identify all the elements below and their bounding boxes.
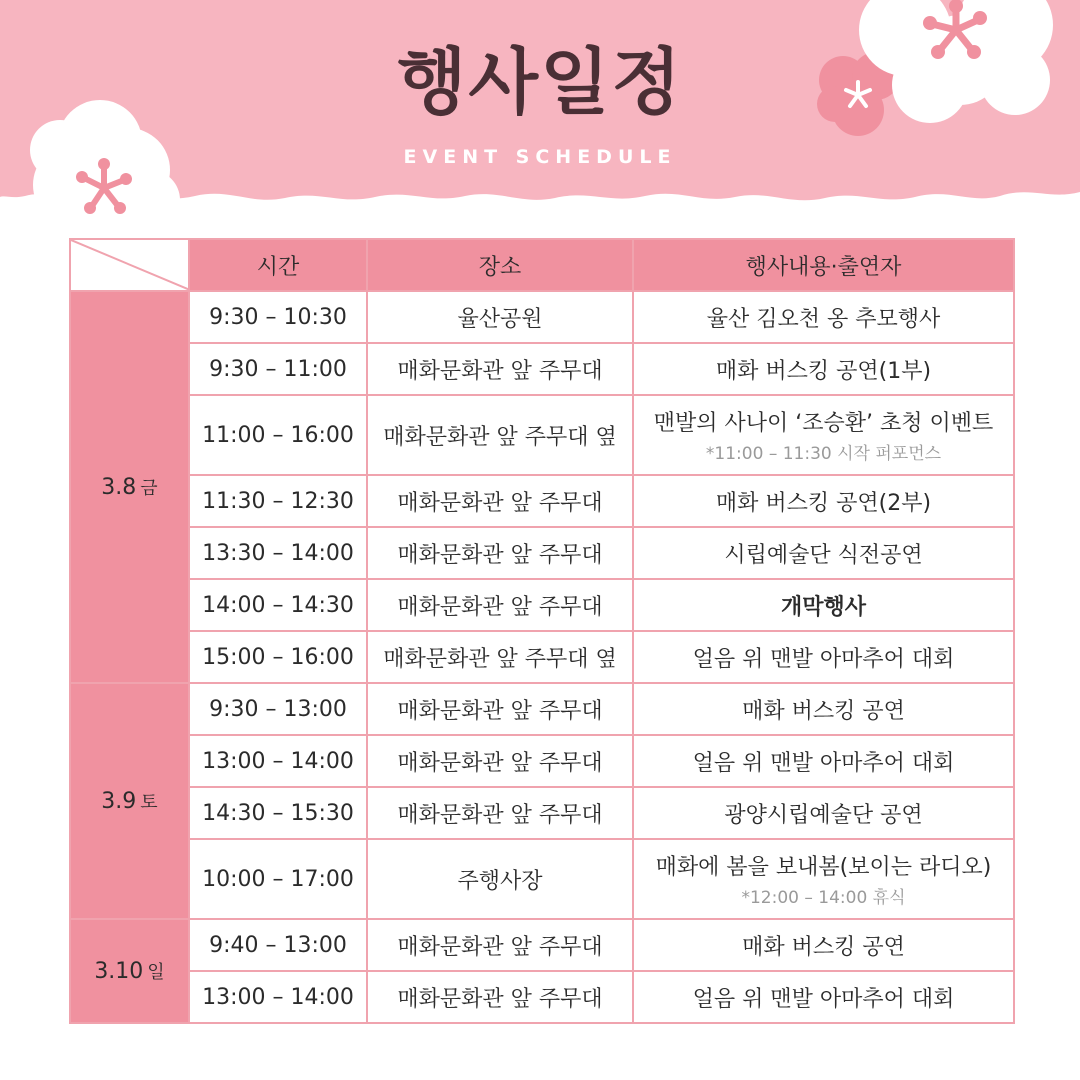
time-cell: 14:30 – 15:30 — [189, 787, 367, 839]
place-cell: 매화문화관 앞 주무대 — [367, 579, 633, 631]
detail-cell — [633, 395, 1014, 475]
detail-cell — [633, 971, 1014, 1023]
weekday-label: 일 — [147, 962, 165, 983]
table-row — [70, 683, 1014, 735]
place-cell: 매화문화관 앞 주무대 — [367, 683, 633, 735]
detail-note: *12:00 – 14:00 휴식 — [741, 888, 906, 908]
header-banner — [0, 0, 1080, 215]
table-row — [70, 631, 1014, 683]
column-header-place: 장소 — [367, 239, 633, 291]
time-cell: 11:30 – 12:30 — [189, 475, 367, 527]
date-label: 3.8 — [101, 475, 137, 500]
corner-cell — [70, 239, 189, 291]
time-cell: 9:30 – 13:00 — [189, 683, 367, 735]
table-header-row — [70, 239, 1014, 291]
detail-cell — [633, 735, 1014, 787]
detail-cell — [633, 475, 1014, 527]
weekday-label: 토 — [140, 792, 158, 813]
place-cell: 매화문화관 앞 주무대 — [367, 787, 633, 839]
detail-text: 맨발의 사나이 ‘조승환’ 초청 이벤트 — [653, 411, 994, 436]
detail-text: 개막행사 — [780, 594, 866, 620]
detail-text: 광양시립예술단 공연 — [724, 802, 923, 828]
table-row — [70, 291, 1014, 343]
time-cell: 10:00 – 17:00 — [189, 839, 367, 919]
detail-text: 얼음 위 맨발 아마추어 대회 — [692, 646, 955, 672]
place-cell: 주행사장 — [367, 839, 633, 919]
place-cell: 매화문화관 앞 주무대 옆 — [367, 395, 633, 475]
detail-cell — [633, 579, 1014, 631]
place-cell: 매화문화관 앞 주무대 — [367, 475, 633, 527]
page-title: 행사일정 — [396, 40, 684, 124]
table-row — [70, 735, 1014, 787]
date-cell-day3 — [70, 919, 189, 1023]
detail-text: 시립예술단 식전공연 — [724, 542, 923, 568]
table-row — [70, 919, 1014, 971]
time-cell: 13:30 – 14:00 — [189, 527, 367, 579]
schedule-table — [69, 238, 1015, 1024]
time-cell: 14:00 – 14:30 — [189, 579, 367, 631]
place-cell: 매화문화관 앞 주무대 — [367, 919, 633, 971]
detail-cell — [633, 839, 1014, 919]
table-row — [70, 787, 1014, 839]
diagonal-divider-icon — [71, 240, 190, 290]
detail-text: 매화 버스킹 공연(1부) — [715, 358, 932, 384]
detail-text: 매화 버스킹 공연 — [742, 698, 905, 724]
date-label: 3.9 — [101, 789, 137, 814]
table-row — [70, 579, 1014, 631]
place-cell: 매화문화관 앞 주무대 — [367, 343, 633, 395]
detail-cell — [633, 527, 1014, 579]
place-cell: 매화문화관 앞 주무대 — [367, 527, 633, 579]
date-label: 3.10 — [94, 959, 144, 984]
time-cell: 13:00 – 14:00 — [189, 735, 367, 787]
detail-text: 매화 버스킹 공연(2부) — [715, 490, 932, 516]
weekday-label: 금 — [140, 478, 158, 499]
date-cell-day1 — [70, 291, 189, 683]
time-cell: 13:00 – 14:00 — [189, 971, 367, 1023]
detail-cell — [633, 631, 1014, 683]
detail-text: 얼음 위 맨발 아마추어 대회 — [692, 986, 955, 1012]
place-cell: 율산공원 — [367, 291, 633, 343]
detail-text: 율산 김오천 옹 추모행사 — [706, 306, 941, 332]
date-cell-day2 — [70, 683, 189, 919]
place-cell: 매화문화관 앞 주무대 — [367, 735, 633, 787]
table-row — [70, 527, 1014, 579]
detail-cell — [633, 787, 1014, 839]
time-cell: 15:00 – 16:00 — [189, 631, 367, 683]
table-row — [70, 971, 1014, 1023]
place-cell: 매화문화관 앞 주무대 옆 — [367, 631, 633, 683]
table-row — [70, 343, 1014, 395]
place-cell: 매화문화관 앞 주무대 — [367, 971, 633, 1023]
table-row — [70, 475, 1014, 527]
table-row — [70, 395, 1014, 475]
column-header-detail: 행사내용·출연자 — [633, 239, 1014, 291]
time-cell: 9:40 – 13:00 — [189, 919, 367, 971]
detail-cell — [633, 683, 1014, 735]
detail-cell — [633, 919, 1014, 971]
time-cell: 9:30 – 10:30 — [189, 291, 367, 343]
time-cell: 9:30 – 11:00 — [189, 343, 367, 395]
detail-cell — [633, 291, 1014, 343]
time-cell: 11:00 – 16:00 — [189, 395, 367, 475]
detail-text: 매화 버스킹 공연 — [742, 934, 905, 960]
detail-cell — [633, 343, 1014, 395]
detail-text: 얼음 위 맨발 아마추어 대회 — [692, 750, 955, 776]
detail-text: 매화에 봄을 보내봄(보이는 라디오) — [655, 855, 992, 880]
column-header-time: 시간 — [189, 239, 367, 291]
table-row — [70, 839, 1014, 919]
detail-note: *11:00 – 11:30 시작 퍼포먼스 — [705, 444, 942, 464]
page-subtitle: EVENT SCHEDULE — [403, 146, 677, 168]
